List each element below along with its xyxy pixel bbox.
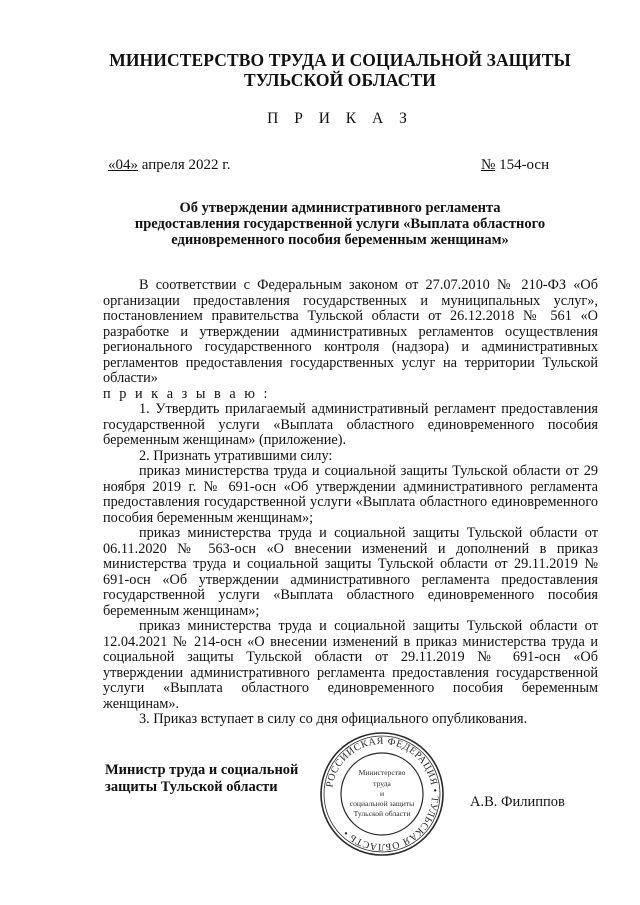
order-body: [103, 278, 598, 728]
seal-center-line-5: Тульской области: [353, 809, 411, 818]
seal-center-line-1: Министерство: [358, 768, 406, 777]
ministry-line-1: МИНИСТЕРСТВО ТРУДА И СОЦИАЛЬНОЙ ЗАЩИТЫ: [109, 50, 571, 70]
item-1: 1. Утвердить прилагаемый административный регламент предоставления государственной услуги «Выплата областного единовременного пособия беременным женщинам» (приложение).: [103, 401, 598, 448]
order-number-sign: №: [481, 157, 496, 173]
item-2-b: приказ министерства труда и социальной защиты Тульской области от 06.11.2020 № 563-осн «О внесении изменений и дополнений в приказ министерства труда и социальной защиты Тульской области от 29.11.2019 № 691-осн «Об утверждении административного регламента предоставления государственной услуги «Выплата областного единовременного пособия беременным женщинам»;: [103, 525, 598, 619]
order-number-value: 154-осн: [499, 157, 550, 173]
seal-center-line-2: труда: [373, 779, 391, 788]
signatory-title-line-1: Министр труда и социальной: [105, 762, 299, 778]
item-2: 2. Признать утратившими силу:: [139, 447, 333, 464]
ministry-header: [100, 50, 580, 90]
item-2-a: приказ министерства труда и социальной защиты Тульской области от 29 ноября 2019 г. № 691-осн «Об утверждении административного регламента предоставления государственной услуги «Выплата областного единовременного пособия беременным женщинам»;: [103, 463, 598, 526]
signatory-title-line-2: защиты Тульской области: [105, 779, 278, 795]
signatory-name: А.В. Филиппов: [470, 794, 565, 810]
seal-center-line-3: и: [379, 789, 385, 798]
official-seal: [318, 730, 446, 858]
subject-line-1: Об утверждении административного регламента: [179, 200, 501, 216]
document-type: П Р И К А З: [267, 110, 413, 127]
seal-ring-text: РОССИЙСКАЯ ФЕДЕРАЦИЯ • ТУЛЬСКАЯ ОБЛАСТЬ •: [324, 735, 441, 853]
subject-line-3: единовременного пособия беременным женщинам»: [171, 232, 509, 248]
ministry-line-2: ТУЛЬСКОЙ ОБЛАСТИ: [244, 70, 436, 90]
signatory-title: [105, 762, 305, 796]
order-date: [108, 157, 231, 174]
preamble-paragraph: В соответствии с Федеральным законом от 27.07.2010 № 210-ФЗ «Об организации предоставления государственных и муниципальных услуг», постановлением правительства Тульской области от 26.12.2018 № 561 «О разработке и утверждении административных регламентов осуществления регионального государственного контроля (надзора) и административных регламентов предоставления государственных услуг на территории Тульской области»: [103, 277, 598, 386]
order-date-rest: апреля 2022 г.: [141, 157, 231, 173]
order-subject: [120, 200, 560, 248]
item-2-c: приказ министерства труда и социальной защиты Тульской области от 12.04.2021 № 214-осн «О внесении изменений в приказ министерства труда и социальной защиты Тульской области от 29.11.2019 № 691-осн «Об утверждении административного регламента предоставления государственной услуги «Выплата областного единовременного пособия беременным женщинам».: [103, 618, 598, 712]
subject-line-2: предоставления государственной услуги «Выплата областного: [134, 216, 546, 232]
order-number: [481, 157, 549, 174]
seal-center-line-4: социальной защиты: [349, 799, 415, 808]
item-3: 3. Приказ вступает в силу со дня официального опубликования.: [139, 711, 528, 727]
order-date-day: «04»: [108, 157, 138, 173]
order-verb: п р и к а з ы в а ю :: [103, 385, 270, 402]
